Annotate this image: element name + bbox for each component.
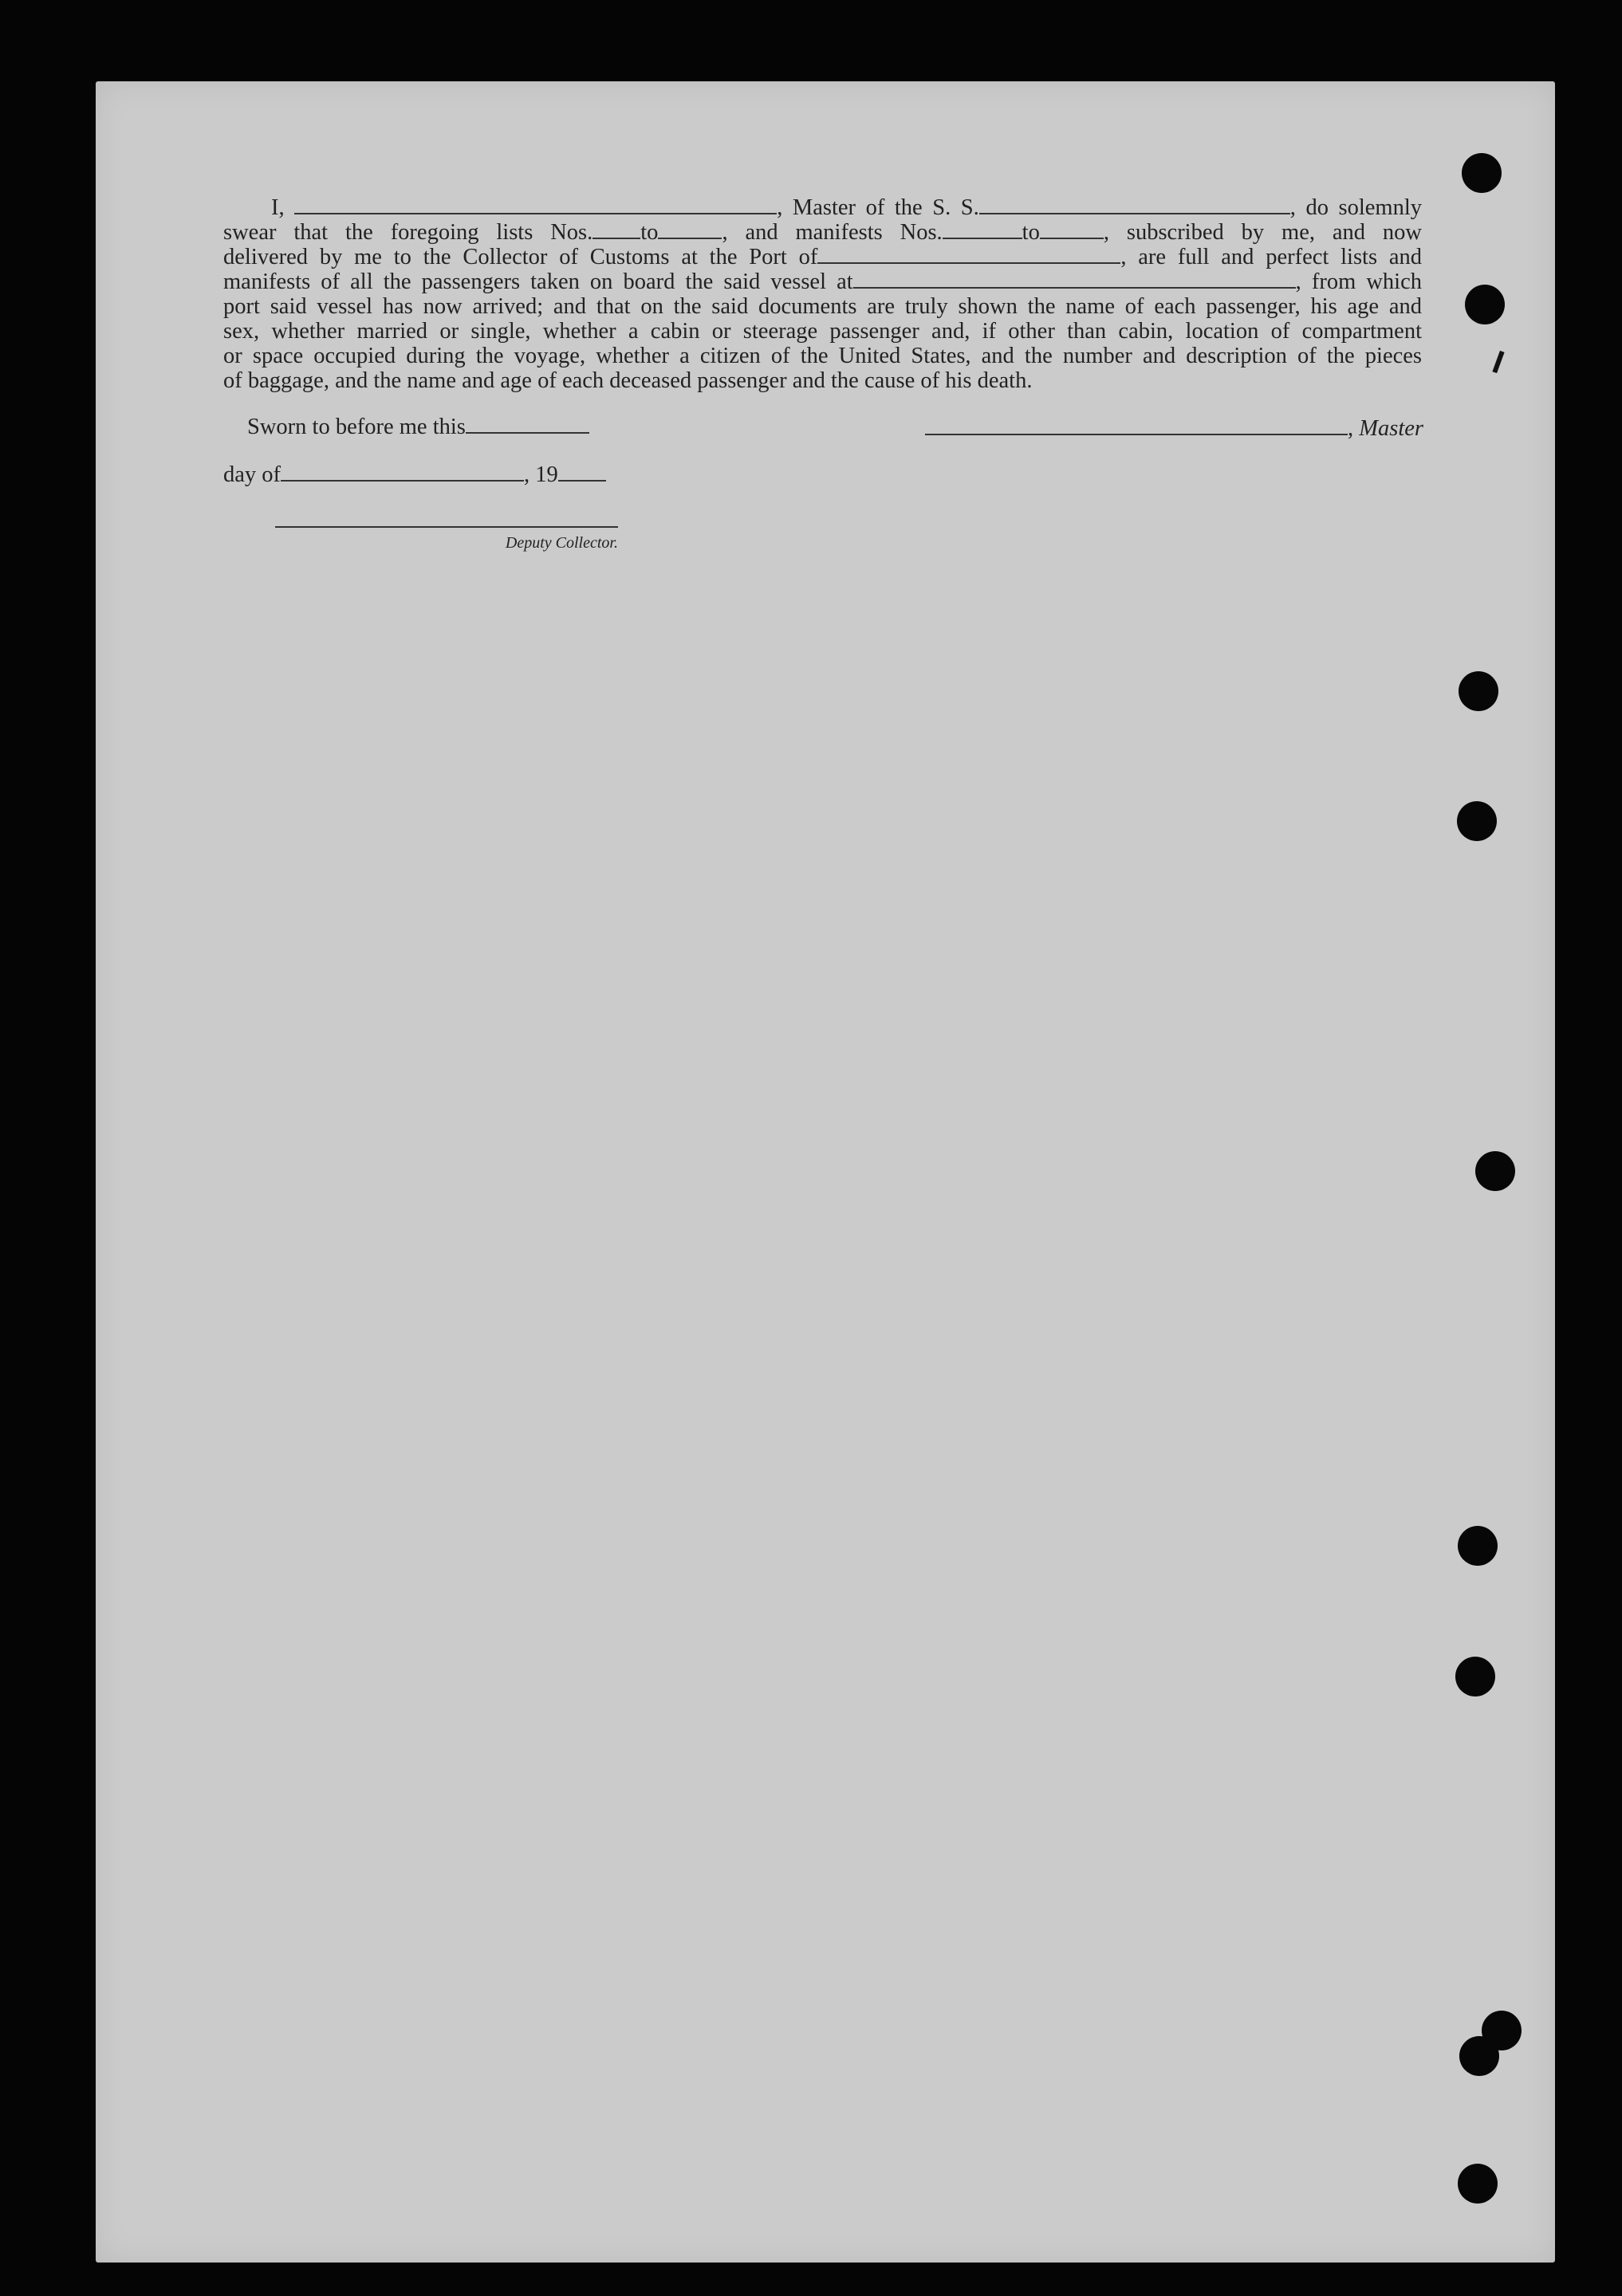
manifests-to-field[interactable] [1040,220,1104,239]
oath-line: port said vessel has now arrived; and that on the said documents are truly shown the name of each passenger, his age and [223,294,1422,319]
master-signature [919,416,1423,442]
sworn-text: Sworn to before me this [247,415,466,439]
punch-hole [1459,2036,1499,2076]
day-line [223,462,606,488]
oath-text: , Master of the S. S. [777,195,979,220]
port-field[interactable] [817,245,1120,264]
lists-from-field[interactable] [593,220,640,239]
day-field[interactable] [281,462,524,482]
oath-text: to [1022,220,1040,245]
oath-text: , do solemnly [1289,195,1423,220]
oath-text: , and manifests Nos. [722,220,943,245]
punch-hole [1455,1657,1495,1696]
embarkation-port-field[interactable] [853,269,1296,289]
manifests-from-field[interactable] [943,220,1022,239]
document-page [96,81,1555,2263]
lists-to-field[interactable] [658,220,722,239]
oath-paragraph [223,195,1422,393]
day-of-text: day of [223,462,281,487]
oath-text: , subscribed by me, and now [1103,220,1422,245]
oath-text: , from which [1295,269,1422,294]
oath-line: or space occupied during the voyage, whether a citizen of the United States, and the number and description of the pieces [223,344,1422,368]
punch-hole [1458,1526,1498,1566]
oath-line: sex, whether married or single, whether a cabin or steerage passenger and, if other than cabin, location of compartment [223,319,1422,344]
sworn-date-field[interactable] [466,415,589,434]
oath-line: of baggage, and the name and age of each deceased passenger and the cause of his death. [223,368,1033,393]
oath-text: swear that the foregoing lists Nos. [223,220,593,245]
master-name-field[interactable] [294,195,777,214]
punch-hole [1475,1151,1515,1191]
oath-text: , are full and perfect lists and [1120,245,1422,269]
deputy-collector-label: Deputy Collector. [275,526,618,552]
year-field[interactable] [558,462,606,482]
punch-hole [1457,801,1497,841]
punch-hole [1459,671,1498,711]
master-sep: , [1348,416,1354,441]
year-prefix: , 19 [524,462,558,487]
oath-i: I, [271,195,285,220]
oath-text: to [640,220,659,245]
punch-hole [1458,2164,1498,2204]
punch-hole [1462,153,1502,193]
punch-hole [1465,285,1505,324]
master-signature-field[interactable] [925,416,1348,435]
oath-text: manifests of all the passengers taken on board the said vessel at [223,269,853,294]
master-label: Master [1359,416,1423,441]
vessel-name-field[interactable] [979,195,1290,214]
sworn-line [247,415,589,440]
oath-text: delivered by me to the Collector of Customs at the Port of [223,245,818,269]
